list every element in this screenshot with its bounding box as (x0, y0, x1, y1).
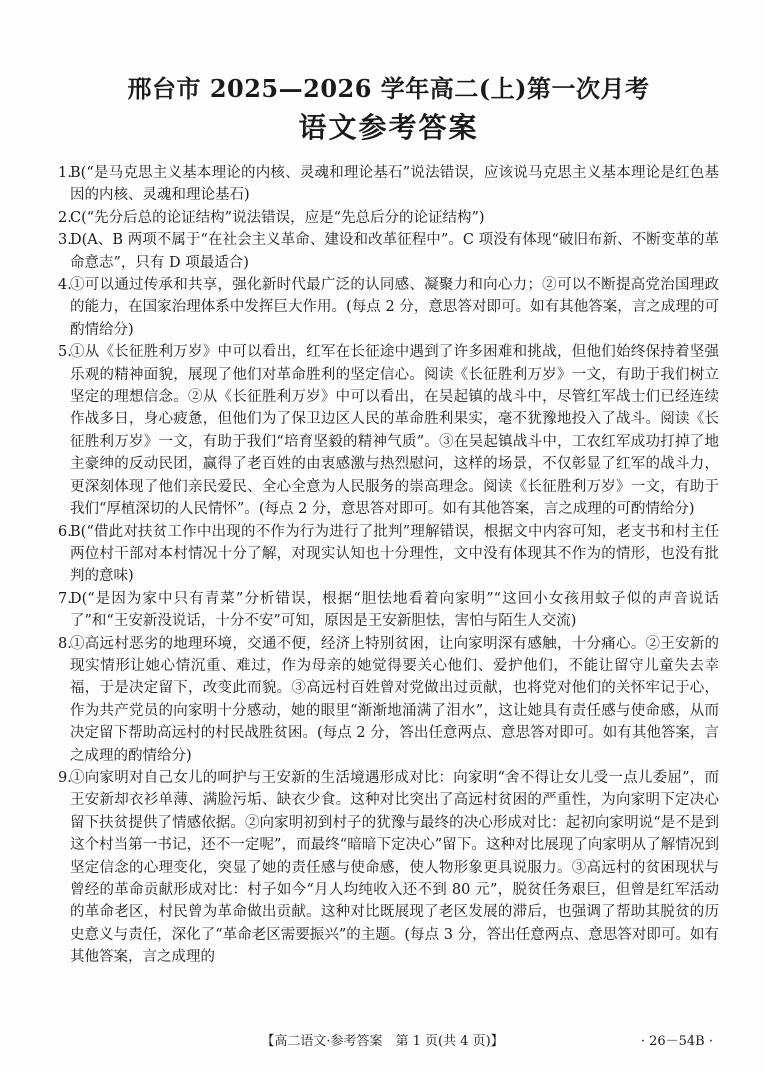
answer-item-6 (58, 521, 719, 588)
answer-text: B(“借此对扶贫工作中出现的不作为行为进行了批判”理解错误，根据文中内容可知，老支书和村主任两位村干部对本村情况十分了解，对现实认知也十分理性，文中没有体现其不作为的情形，也没有批判的意味) (70, 523, 719, 585)
answer-text: ①从《长征胜利万岁》中可以看出，红军在长征途中遇到了许多困难和挑战，但他们始终保持着坚强乐观的精神面貌，展现了他们对革命胜利的坚定信心。阅读《长征胜利万岁》一文，有助于我们树立坚定的理想信念。②从《长征胜利万岁》中可以看出，在吴起镇的战斗中，尽管红军战士们已经连续作战多日，身心疲惫，但他们为了保卫边区人民的革命胜利果实，毫不犹豫地投入了战斗。阅读《长征胜利万岁》一文，有助于我们“培育坚毅的精神气质”。③在吴起镇战斗中，工农红军成功打掉了地主豪绅的反动民团，赢得了老百姓的由衷感激与热烈慰问，这样的场景，不仅彰显了红军的战斗力，更深刻体现了他们亲民爱民、全心全意为人民服务的崇高理念。阅读《长征胜利万岁》一文，有助于我们“厚植深切的人民情怀”。(每点 2 分，意思答对即可。如有其他答案，言之成理的可酌情给分) (70, 344, 719, 518)
answer-text: B(“是马克思主义基本理论的内核、灵魂和理论基石”说法错误，应该说马克思主义基本理论是红色基因的内核、灵魂和理论基石) (70, 165, 719, 204)
answer-text: D(A、B 两项不属于“在社会主义革命、建设和改革征程中”。C 项没有体现“破旧布新、不断变革的革命意志”，只有 D 项最适合) (70, 232, 719, 271)
answer-list (58, 162, 719, 969)
page-subtitle: 语文参考答案 (298, 111, 479, 144)
answer-number: 3. (58, 232, 72, 249)
answer-item-9 (58, 767, 719, 969)
answer-number: 2. (58, 209, 72, 226)
answer-item-1 (58, 162, 719, 207)
page-title: 邢台市 2025—2026 学年高二(上)第一次月考 (127, 74, 650, 103)
answer-text: D(“是因为家中只有青菜”分析错误，根据“胆怯地看着向家明”“这回小女孩用蚊子似的声音说话了”和“王安新没说话，十分不安”可知，原因是王安新胆怯，害怕与陌生人交流) (70, 590, 719, 630)
answer-number: 4. (58, 277, 72, 294)
answer-item-5 (58, 341, 719, 520)
answer-item-7 (58, 588, 719, 633)
footer-page-info: 【高二语文·参考答案 第 1 页(共 4 页)】 (261, 1034, 504, 1049)
answer-number: 6. (58, 523, 72, 540)
answer-item-4 (58, 274, 719, 341)
answer-text: ①可以通过传承和共享，强化新时代最广泛的认同感、凝聚力和向心力；②可以不断提高党治国理政的能力，在国家治理体系中发挥巨大作用。(每点 2 分，意思答对即可。如有其他答案，言之成理的可酌情给分) (70, 277, 719, 338)
answer-number: 5. (58, 344, 72, 361)
answer-text: ①向家明对自己女儿的呵护与王安新的生活境遇形成对比：向家明“舍不得让女儿受一点儿委屈”，而王安新却衣衫单薄、满脸污垢、缺衣少食。这种对比突出了高远村贫困的严重性，为向家明下定决心留下扶贫提供了情感依据。②向家明初到村子的犹豫与最终的决心形成对比：起初向家明说“是不是到这个村当第一书记，还不一定呢”，而最终“暗暗下定决心”留下。这种对比展现了向家明从了解情况到坚定信念的心理变化，突显了她的责任感与使命感，使人物形象更具说服力。③高远村的贫困现状与曾经的革命贡献形成对比：村子如今“月人均纯收入还不到 80 元”，脱贫任务艰巨，但曾是红军活动的革命老区，村民曾为革命做出贡献。这种对比既展现了老区发展的滞后，也强调了帮助其脱贫的历史意义与责任，深化了“革命老区需要振兴”的主题。(每点 3 分，答出任意两点、意思答对即可。如有其他答案，言之成理的 (70, 769, 719, 966)
answer-text: ①高远村恶劣的地理环境，交通不便，经济上特别贫困，让向家明深有感触，十分痛心。②王安新的现实情形让她心情沉重、难过，作为母亲的她觉得要关心他们、爱护他们，不能让留守儿童失去幸福，于是决定留下，改变此而貌。③高远村百姓曾对党做出过贡献，也将党对他们的关怀牢记于心，作为共产党员的向家明十分感动，她的眼里“渐渐地涌满了泪水”，这让她具有责任感与使命感，从而决定留下帮助高远村的村民战胜贫困。(每点 2 分，答出任意两点、意思答对即可。如有其他答案，言之成理的酌情给分) (70, 635, 719, 764)
answer-item-8 (58, 633, 719, 767)
answer-text: C(“先分后总的论证结构”说法错误，应是“先总后分的论证结构”) (70, 209, 485, 226)
answer-number: 9. (58, 769, 72, 786)
answer-number: 7. (58, 590, 72, 607)
answer-item-2 (58, 207, 719, 229)
answer-number: 8. (58, 635, 72, 652)
footer-code: · 26－54B · (640, 1034, 713, 1049)
page-footer (0, 1031, 765, 1053)
answer-item-3 (58, 229, 719, 274)
answer-number: 1. (58, 165, 72, 181)
